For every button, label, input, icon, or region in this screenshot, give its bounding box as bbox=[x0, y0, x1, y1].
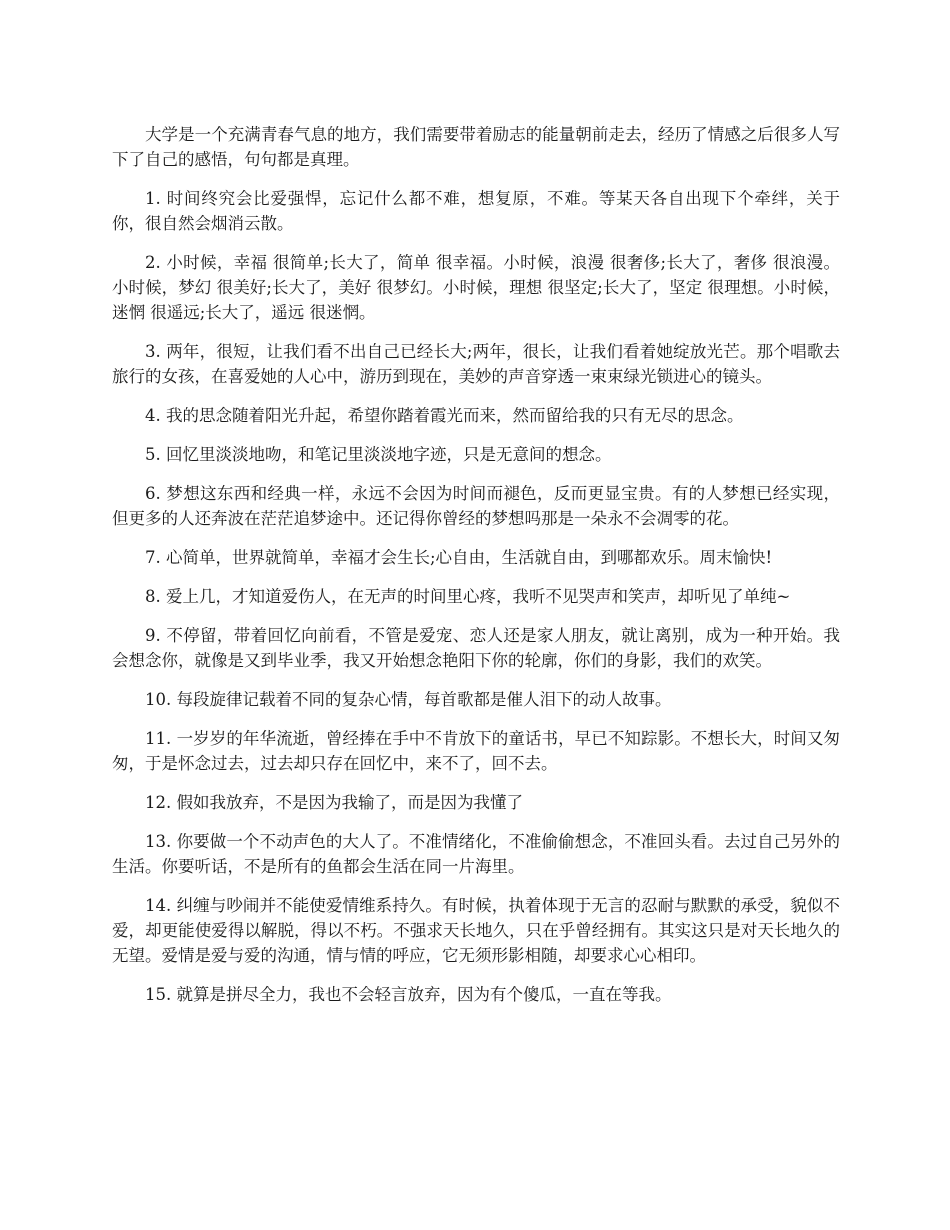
list-item: 8. 爱上几，才知道爱伤人，在无声的时间里心疼，我听不见哭声和笑声，却听见了单纯~ bbox=[145, 587, 791, 606]
list-item: 13. 你要做一个不动声色的大人了。不准情绪化，不准偷偷想念，不准回头看。去过自己另外的生活。你要听话，不是所有的鱼都会生活在同一片海里。 bbox=[112, 832, 840, 876]
list-item: 14. 纠缠与吵闹并不能使爱情维系持久。有时候，执着体现于无言的忍耐与默默的承受，貌似不爱，却更能使爱得以解脱，得以不朽。不强求天长地久，只在乎曾经拥有。其实这只是对天长地久的无望。爱情是爱与爱的沟通，情与情的呼应，它无须形影相随，却要求心心相印。 bbox=[112, 896, 840, 965]
document-body bbox=[112, 122, 840, 1021]
list-item: 6. 梦想这东西和经典一样，永远不会因为时间而褪色，反而更显宝贵。有的人梦想已经实现，但更多的人还奔波在茫茫追梦途中。还记得你曾经的梦想吗那是一朵永不会凋零的花。 bbox=[112, 484, 840, 528]
list-item: 15. 就算是拼尽全力，我也不会轻言放弃，因为有个傻瓜，一直在等我。 bbox=[145, 985, 672, 1004]
list-item: 11. 一岁岁的年华流逝，曾经捧在手中不肯放下的童话书，早已不知踪影。不想长大，时间又匆匆，于是怀念过去，过去却只存在回忆中，来不了，回不去。 bbox=[112, 729, 840, 773]
list-item: 2. 小时候，幸福 很简单;长大了，简单 很幸福。小时候，浪漫 很奢侈;长大了，奢侈 很浪漫。小时候，梦幻 很美好;长大了，美好 很梦幻。小时候，理想 很坚定;长大了，坚定 很理想。小时候，迷惘 很遥远;长大了，遥远 很迷惘。 bbox=[112, 253, 840, 322]
list-item: 9. 不停留，带着回忆向前看，不管是爱宠、恋人还是家人朋友，就让离别，成为一种开始。我会想念你，就像是又到毕业季，我又开始想念艳阳下你的轮廓，你们的身影，我们的欢笑。 bbox=[112, 626, 840, 670]
intro-paragraph: 大学是一个充满青春气息的地方，我们需要带着励志的能量朝前走去，经历了情感之后很多人写下了自己的感悟，句句都是真理。 bbox=[112, 125, 840, 169]
list-item: 12. 假如我放弃，不是因为我输了，而是因为我懂了 bbox=[145, 793, 523, 812]
list-item: 3. 两年，很短，让我们看不出自己已经长大;两年，很长，让我们看着她绽放光芒。那个唱歌去旅行的女孩，在喜爱她的人心中，游历到现在，美妙的声音穿透一束束绿光锁进心的镜头。 bbox=[112, 342, 840, 386]
list-item: 4. 我的思念随着阳光升起，希望你踏着霞光而来，然而留给我的只有无尽的思念。 bbox=[145, 406, 744, 425]
list-item: 7. 心简单，世界就简单，幸福才会生长;心自由，生活就自由，到哪都欢乐。周末愉快! bbox=[145, 548, 773, 567]
list-item: 1. 时间终究会比爱强悍，忘记什么都不难，想复原，不难。等某天各自出现下个牵绊，关于你，很自然会烟消云散。 bbox=[112, 189, 840, 233]
list-item: 5. 回忆里淡淡地吻，和笔记里淡淡地字迹，只是无意间的想念。 bbox=[145, 445, 612, 464]
list-item: 10. 每段旋律记载着不同的复杂心情，每首歌都是催人泪下的动人故事。 bbox=[145, 690, 672, 709]
